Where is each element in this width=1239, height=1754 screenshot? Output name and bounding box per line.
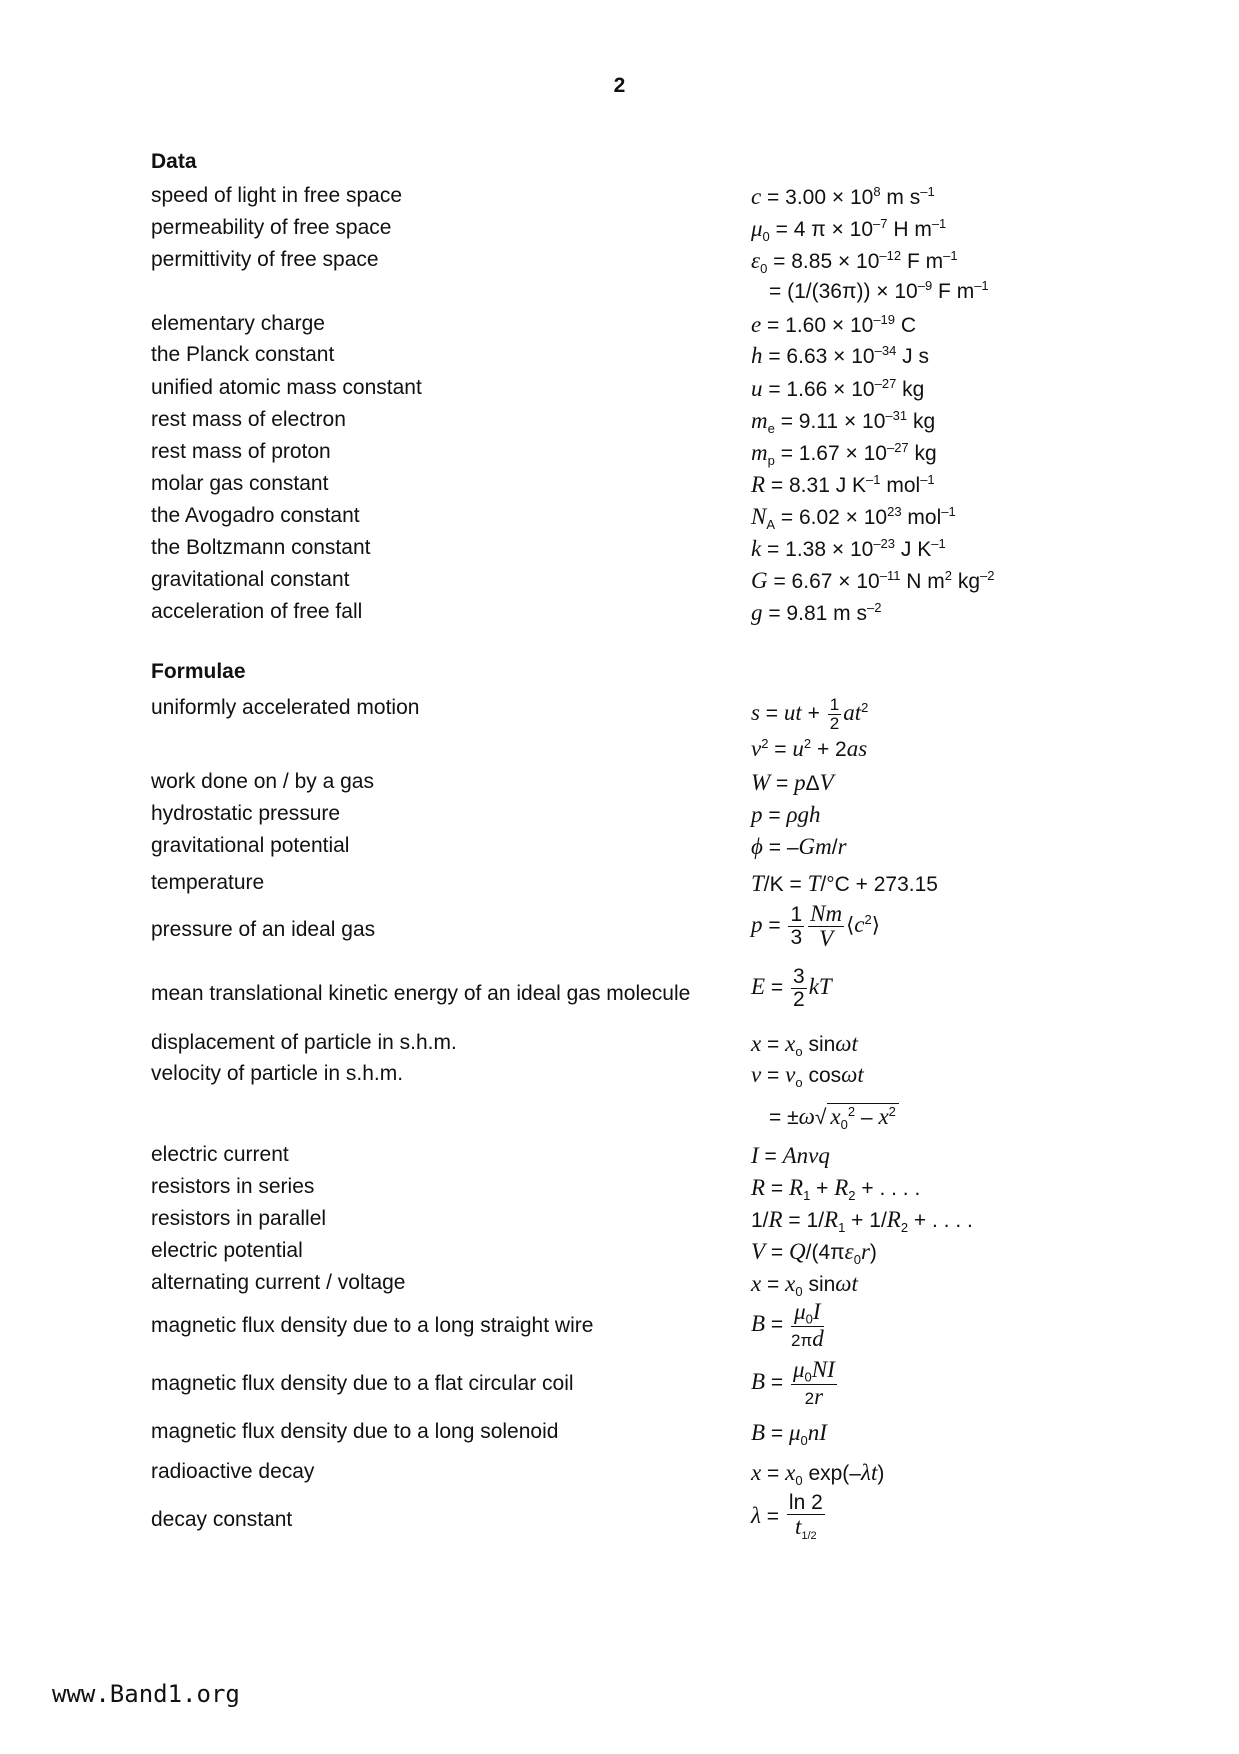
formula-label: alternating current / voltage	[151, 1271, 406, 1294]
formula-value: $v = v_o$ cosωt	[751, 1062, 864, 1091]
formula-value: I = Anvq	[751, 1143, 830, 1168]
formula-value: $x = x_0$ exp(–λt)	[751, 1460, 885, 1489]
data-value: R = 8.31 J $K^{-1}$ mol$^{-1}$	[751, 472, 935, 497]
formula-label: electric current	[151, 1143, 289, 1166]
formula-value: λ = $\frac{\ln 2}{t_{1/2}}$	[751, 1491, 823, 1543]
data-label: the Planck constant	[151, 343, 335, 366]
data-value: $N_A = 6.02 \times 10^{23}$ mol$^{-1}$	[751, 504, 956, 533]
formula-label: displacement of particle in s.h.m.	[151, 1031, 457, 1054]
formula-value: $V = Q/(4\pi\varepsilon_0r)$	[751, 1239, 877, 1268]
data-value: g = 9.81 m $s^{-2}$	[751, 600, 882, 625]
formula-label: pressure of an ideal gas	[151, 918, 376, 941]
formula-value: $1/R = 1/R_1 + 1/R_2$ + . . . .	[751, 1207, 973, 1236]
data-value: $e = 1.60 \times 10^{-19}$ C	[751, 312, 917, 337]
formula-label: uniformly accelerated motion	[151, 696, 420, 719]
data-label: molar gas constant	[151, 472, 329, 495]
formula-value: E = $\frac{3}{2}$ kT	[751, 965, 832, 1012]
formula-label: magnetic flux density due to a long straight wire	[151, 1314, 594, 1337]
formula-value: ϕ = –Gm/r	[751, 834, 847, 859]
formula-value: B = $\frac{\mu_0NI}{2r}$	[751, 1357, 835, 1410]
data-value: $c = 3.00 \times 10^8$ m $s^{-1}$	[751, 184, 935, 209]
data-value: $\mu_0 = 4$ $\pi \times 10^{-7}$ H $m^{-1}$	[751, 216, 947, 245]
formula-label: mean translational kinetic energy of an ideal gas molecule	[151, 982, 691, 1005]
data-label: rest mass of electron	[151, 408, 346, 431]
formula-label: hydrostatic pressure	[151, 802, 341, 825]
formulae-section-title: Formulae	[151, 660, 246, 683]
data-value: = $(1/(36\pi)) \times 10^{-9}$ F $m^{-1}$	[769, 278, 989, 303]
formula-label: decay constant	[151, 1508, 293, 1531]
formula-value: $R = R_1 + R_2$ + . . . .	[751, 1175, 921, 1204]
formula-value: W = pΔV	[751, 770, 834, 795]
data-value: $u = 1.66 \times 10^{-27}$ kg	[751, 376, 925, 401]
data-label: elementary charge	[151, 312, 325, 335]
page-number: 2	[613, 74, 626, 97]
data-label: rest mass of proton	[151, 440, 331, 463]
data-label: permeability of free space	[151, 216, 392, 239]
data-label: gravitational constant	[151, 568, 350, 591]
formula-value: p = ρgh	[751, 802, 821, 827]
formula-value: s = ut + $\frac{1}{2}$ $at^2$	[751, 695, 869, 733]
formula-value: $B = \mu_0nI$	[751, 1420, 827, 1449]
data-value: $h = 6.63 \times 10^{-34}$ J s	[751, 343, 929, 368]
data-label: acceleration of free fall	[151, 600, 363, 623]
data-label: speed of light in free space	[151, 184, 402, 207]
data-value: $m_p = 1.67 \times 10^{-27}$ kg	[751, 440, 937, 469]
formula-value: p = $\frac{1}{3}$ $\frac{Nm}{V}$ $⟨c^2⟩$	[751, 901, 880, 952]
formula-value: B = $\frac{\mu_0I}{2\pi d}$	[751, 1299, 824, 1352]
data-section-title: Data	[151, 150, 197, 173]
formula-label: magnetic flux density due to a flat circular coil	[151, 1372, 574, 1395]
formula-value: $x = x_o$ sinωt	[751, 1031, 858, 1060]
formula-label: electric potential	[151, 1239, 303, 1262]
data-value: $m_e = 9.11 \times 10^{-31}$ kg	[751, 408, 936, 437]
data-label: permittivity of free space	[151, 248, 379, 271]
formula-label: radioactive decay	[151, 1460, 315, 1483]
formula-value: T/K = T/°C + 273.15	[751, 871, 938, 896]
formula-label: gravitational potential	[151, 834, 350, 857]
formula-label: resistors in parallel	[151, 1207, 327, 1230]
data-label: unified atomic mass constant	[151, 376, 422, 399]
formula-label: work done on / by a gas	[151, 770, 374, 793]
formula-value: = ±ω√ $x_0^2 - x^2$	[769, 1103, 899, 1132]
footer-url: www.Band1.org	[52, 1680, 240, 1708]
data-label: the Avogadro constant	[151, 504, 360, 527]
data-value: $\varepsilon_0 = 8.85 \times 10^{-12}$ F $m^{-1}$	[751, 248, 958, 277]
formula-label: magnetic flux density due to a long solenoid	[151, 1420, 559, 1443]
formula-label: velocity of particle in s.h.m.	[151, 1062, 404, 1085]
data-label: the Boltzmann constant	[151, 536, 371, 559]
formula-label: temperature	[151, 871, 265, 894]
data-value: $G = 6.67 \times 10^{-11}$ N $m^2$ $kg^{-2}$	[751, 568, 995, 593]
formula-label: resistors in series	[151, 1175, 315, 1198]
formula-value: $x = x_0$ sinωt	[751, 1271, 858, 1300]
formula-value: $v^2 = u^2 + 2as$	[751, 736, 868, 761]
data-value: $k = 1.38 \times 10^{-23}$ J $K^{-1}$	[751, 536, 946, 561]
